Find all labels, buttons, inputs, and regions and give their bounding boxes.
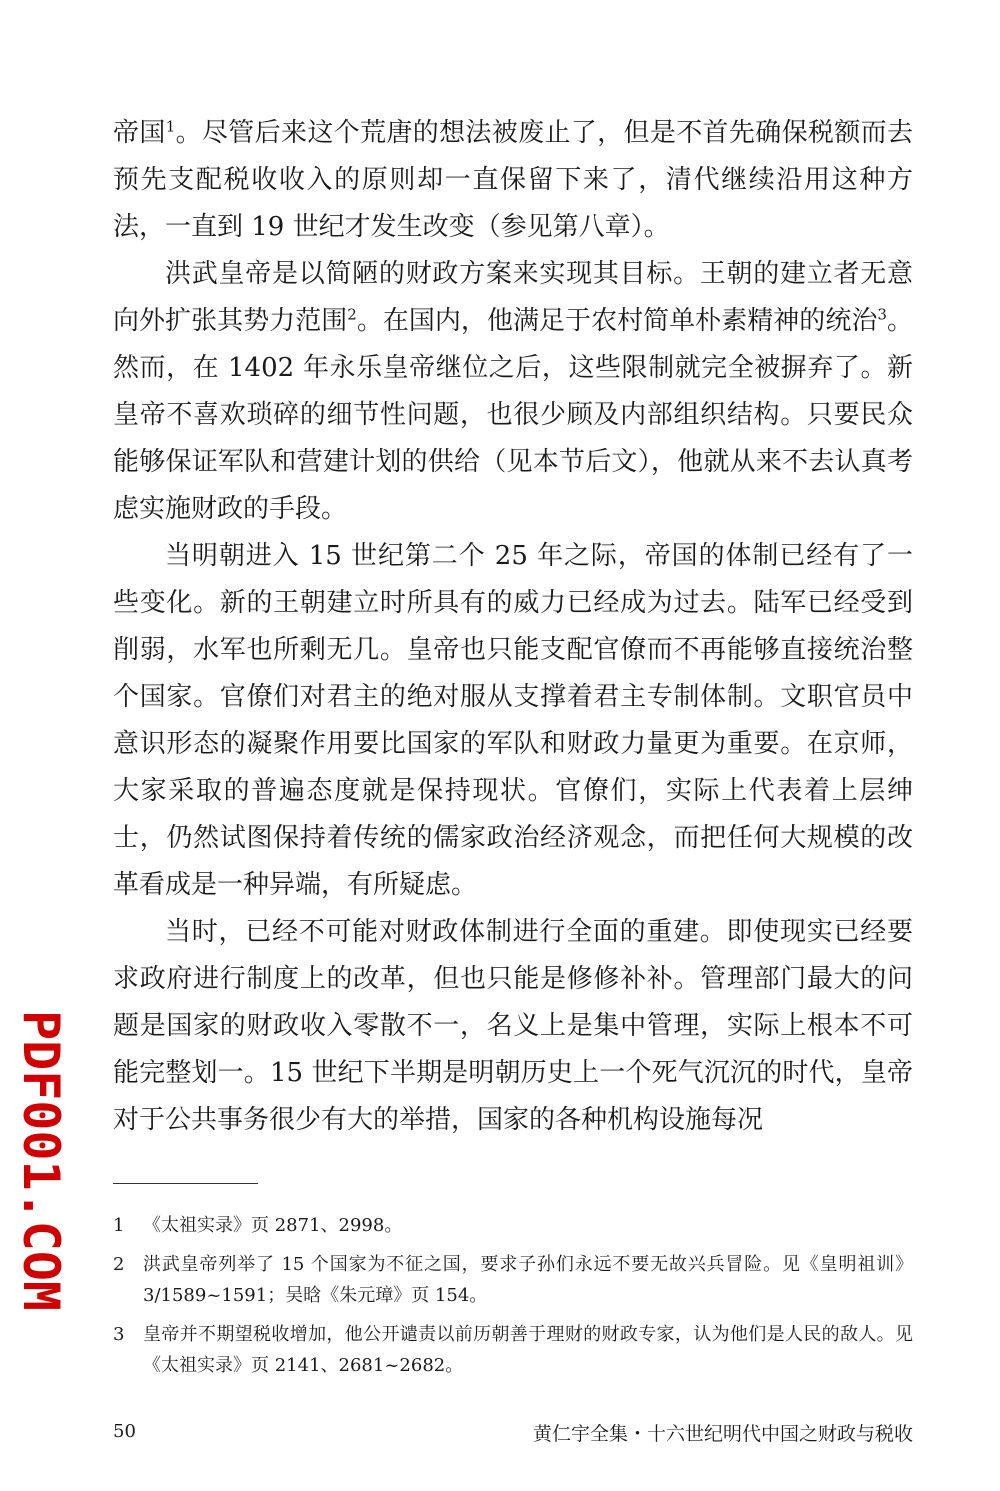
running-title: 黄仁宇全集・十六世纪明代中国之财政与税收 (532, 1423, 913, 1445)
footnote (113, 1319, 913, 1381)
paragraph-text: 。尽管后来这个荒唐的想法被废止了，但是不首先确保税额而去预先支配税收收入的原则却一直保留下来了，清代继续沿用这种方法，一直到 19 世纪才发生改变（参见第八章）。 (113, 118, 913, 242)
footnote-marker: 1 (165, 117, 176, 136)
paragraph-text: 洪武皇帝是以简陋的财政方案来实现其目标。王朝的建立者无意向外扩张其势力范围 (113, 259, 913, 336)
paragraph (113, 909, 913, 1144)
paragraph (113, 110, 913, 251)
paragraph (113, 533, 913, 909)
footnote-number: 1 (113, 1215, 125, 1236)
footnote-separator (113, 1183, 258, 1184)
footnote-text: 洪武皇帝列举了 15 个国家为不征之国，要求子孙们永远不要无故兴兵冒险。见《皇明祖训》3/1589~1591；吴晗《朱元璋》页 154。 (143, 1254, 913, 1306)
footnotes (113, 1210, 913, 1389)
paragraph-text: 。然而，在 1402 年永乐皇帝继位之后，这些限制就完全被摒弃了。新皇帝不喜欢琐碎的细节性问题，也很少顾及内部组织结构。只要民众能够保证军队和营建计划的供给（见本节后文），他就从来不去认真考虑实施财政的手段。 (113, 306, 913, 524)
footnote-number: 3 (113, 1324, 125, 1345)
paragraph-text: 帝国 (113, 118, 166, 148)
footnote-text: 《太祖实录》页 2871、2998。 (143, 1215, 403, 1236)
paragraph (113, 251, 913, 533)
footnote (113, 1210, 913, 1241)
footnote (113, 1249, 913, 1311)
page-number: 50 (113, 1421, 136, 1442)
watermark: PDF001.COM (12, 1010, 70, 1312)
footnote-number: 2 (113, 1254, 125, 1275)
footnote-text: 皇帝并不期望税收增加，他公开谴责以前历朝善于理财的财政专家，认为他们是人民的敌人。见《太祖实录》页 2141、2681~2682。 (143, 1324, 913, 1376)
paragraph-text: 。在国内，他满足于农村简单朴素精神的统治 (356, 306, 878, 336)
body-text (113, 110, 913, 1144)
footnote-marker: 2 (347, 305, 357, 324)
footnote-marker: 3 (877, 305, 887, 324)
paragraph-text: 当明朝进入 15 世纪第二个 25 年之际，帝国的体制已经有了一些变化。新的王朝建立时所具有的威力已经成为过去。陆军已经受到削弱，水军也所剩无几。皇帝也只能支配官僚而不再能够直接统治整个国家。官僚们对君主的绝对服从支撑着君主专制体制。文职官员中意识形态的凝聚作用要比国家的军队和财政力量更为重要。在京师，大家采取的普遍态度就是保持现状。官僚们，实际上代表着上层绅士，仍然试图保持着传统的儒家政治经济观念，而把任何大规模的改革看成是一种异端，有所疑虑。 (113, 541, 913, 900)
paragraph-text: 当时，已经不可能对财政体制进行全面的重建。即使现实已经要求政府进行制度上的改革，但也只能是修修补补。管理部门最大的问题是国家的财政收入零散不一，名义上是集中管理，实际上根本不可能完整划一。15 世纪下半期是明朝历史上一个死气沉沉的时代，皇帝对于公共事务很少有大的举措，国家的各种机构设施每况 (113, 917, 913, 1135)
